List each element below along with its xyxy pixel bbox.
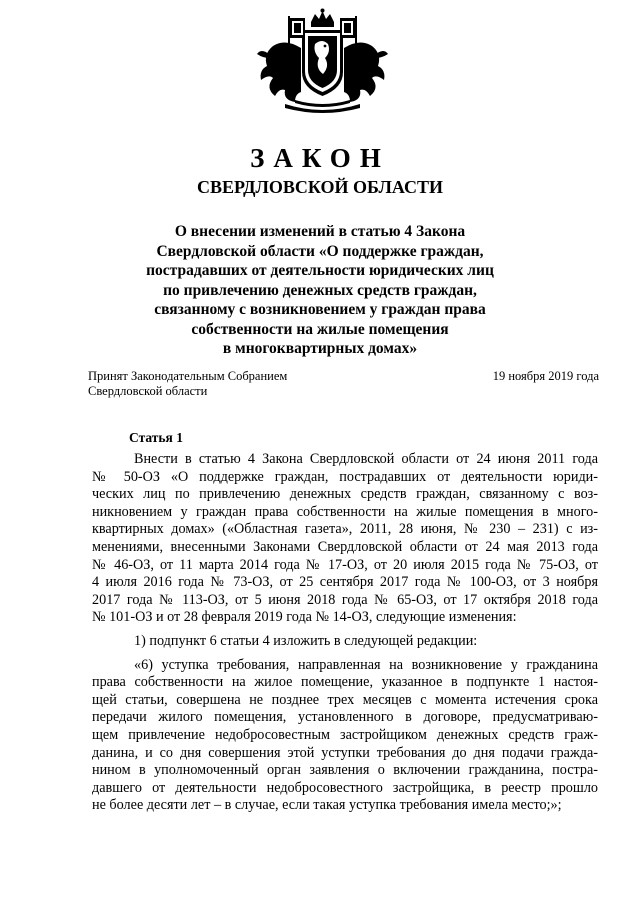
subject-line: О внесении изменений в статью 4 Закона	[174, 223, 466, 240]
paragraph-line: 2017 года № 113-ОЗ, от 5 июня 2018 года № 65-ОЗ, от 17 октября 2018 года	[92, 591, 598, 608]
subject-line: в многоквартирных домах»	[222, 340, 418, 357]
law-subject	[110, 222, 530, 359]
subject-line: пострадавших от деятельности юридических лиц	[146, 262, 494, 279]
paragraph-line: права собственности на жилое помещение, указанное в подпункте 1 настоя-	[92, 674, 598, 691]
article-body	[92, 451, 598, 815]
law-title: ЗАКОН	[250, 143, 390, 173]
paragraph-line: № 46-ОЗ, от 11 марта 2014 года № 17-ОЗ, от 20 июля 2015 года № 75-ОЗ, от	[92, 556, 598, 573]
paragraph-line: щей статьи, совершена не позднее трех месяцев с момента истечения срока	[92, 691, 598, 708]
paragraph-line: данина, и со дня совершения этой уступки требования до дня подачи гражда-	[92, 744, 598, 761]
paragraph-line: никновением у граждан права собственности на жилые помещения в много-	[92, 503, 598, 520]
paragraph-line: квартирных домах» («Областная газета», 2011, 28 июня, № 230 – 231) с из-	[92, 521, 598, 538]
crown-icon	[311, 9, 334, 28]
paragraph-line: передачи жилого помещения, установленного в договоре, предусматриваю-	[92, 709, 598, 726]
paragraph-line: давшего от деятельности недобросовестного застройщика, в реестр прошло	[92, 779, 598, 796]
paragraph-line: 1) подпункт 6 статьи 4 изложить в следующей редакции:	[134, 632, 478, 649]
subject-line: Свердловской области «О поддержке граждан,	[156, 242, 484, 260]
subject-line: связанному с возникновением у граждан права	[154, 301, 486, 318]
article-title: Статья 1	[129, 430, 183, 445]
coat-of-arms-emblem	[255, 8, 390, 116]
paragraph-line: не более десяти лет – в случае, если такая уступка требования имела место;»;	[92, 797, 562, 814]
adoption-date: 19 ноября 2019 года	[492, 369, 599, 383]
region-title: СВЕРДЛОВСКОЙ ОБЛАСТИ	[197, 177, 443, 197]
left-supporter-icon	[261, 42, 301, 102]
paragraph-line: «6) уступка требования, направленная на возникновение у гражданина	[134, 656, 598, 673]
paragraph-line: № 101-ОЗ и от 28 февраля 2019 года № 14-ОЗ, следующие изменения:	[92, 609, 517, 626]
paragraph-line: менениями, внесенными Законами Свердловской области от 24 мая 2013 года	[92, 538, 598, 555]
paragraph-line: № 50-ОЗ «О поддержке граждан, пострадавших от деятельности юриди-	[92, 468, 598, 485]
adoption-body	[88, 369, 287, 399]
paragraph-line: Внести в статью 4 Закона Свердловской области от 24 июня 2011 года	[134, 451, 598, 467]
subject-line: собственности на жилые помещения	[191, 320, 449, 338]
right-supporter-icon	[344, 42, 384, 102]
paragraph-line: ческих лиц по привлечению денежных средств граждан, связанному с воз-	[92, 486, 598, 503]
subject-line: по привлечению денежных средств граждан,	[163, 281, 477, 299]
adoption-line: Принят Законодательным Собранием	[88, 369, 288, 383]
adoption-line: Свердловской области	[88, 384, 208, 398]
paragraph-line: щем привлечение недобросовестным застройщиком денежных средств граж-	[92, 726, 598, 743]
paragraph-line: 4 июля 2016 года № 73-ОЗ, от 25 сентября 2017 года № 100-ОЗ, от 3 ноября	[92, 574, 598, 591]
paragraph-line: нином в уполномоченный орган заявления о включении гражданина, постра-	[92, 762, 598, 779]
